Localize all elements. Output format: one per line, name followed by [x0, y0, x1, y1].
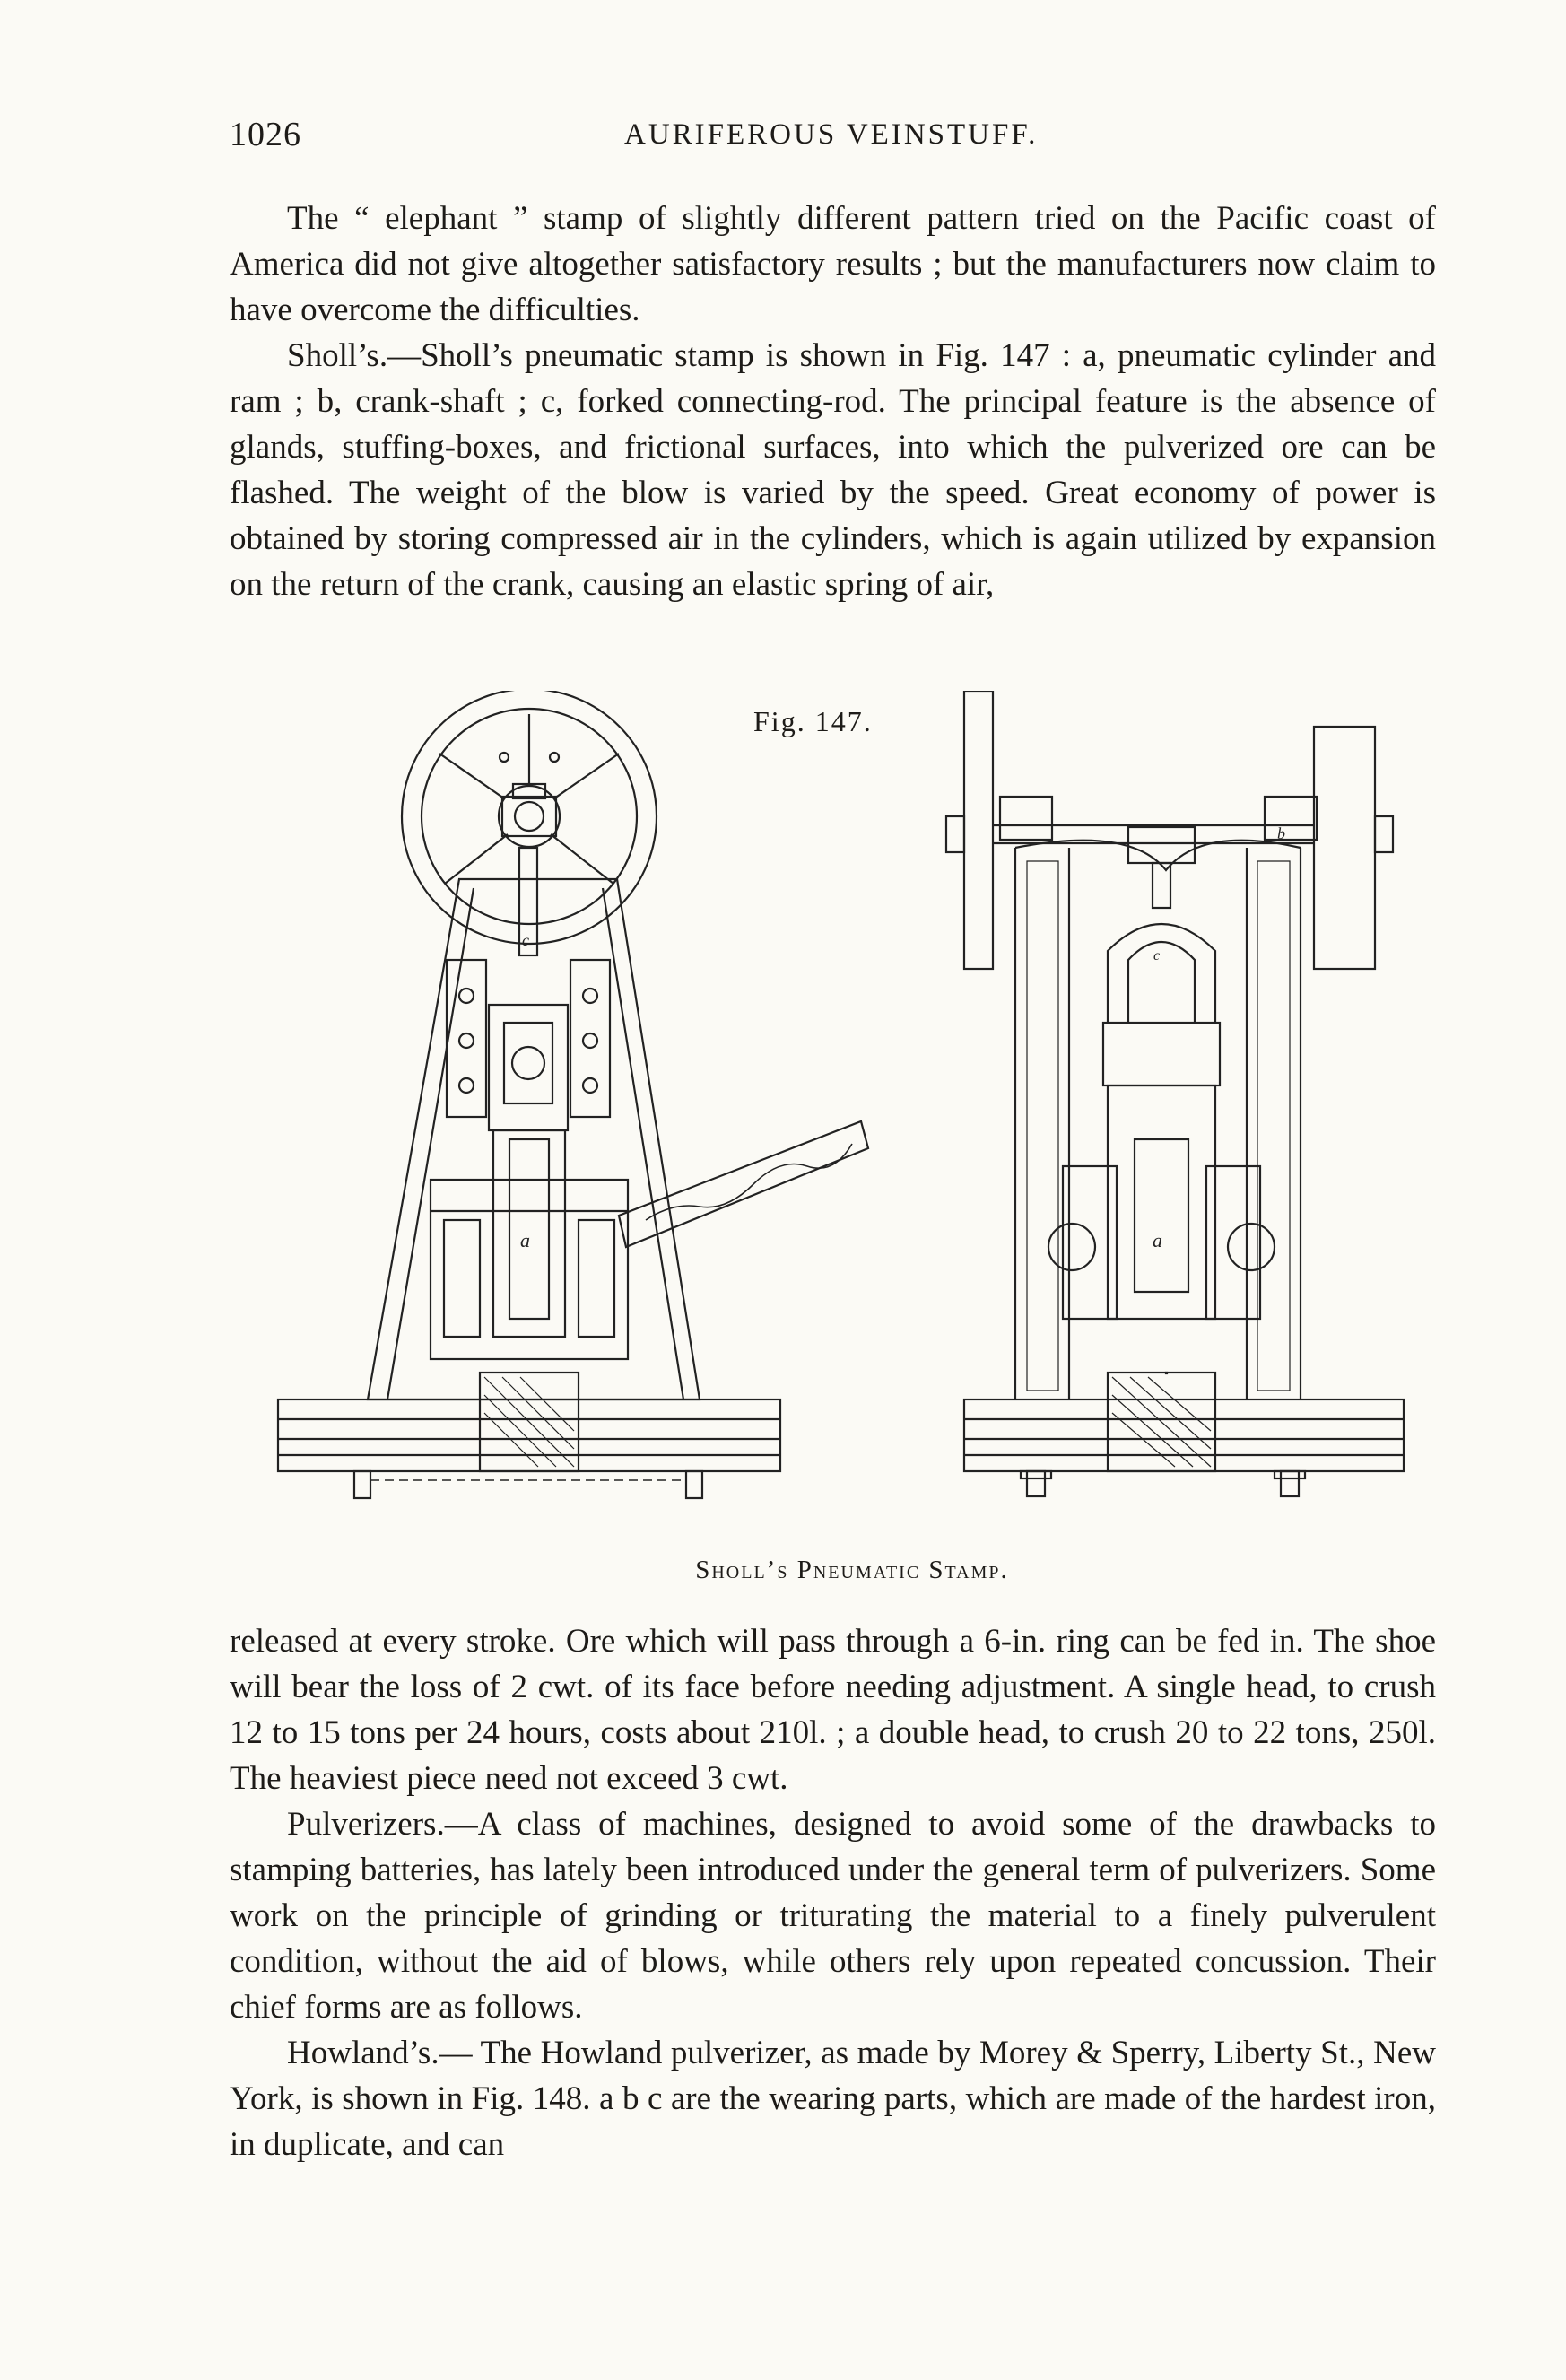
paragraph: released at every stroke. Ore which will pass through a 6-in. ring can be fed in. The shoe will bear the loss of 2 cwt. of its face before needing adjustment. A single head, to crush 12 to 15 tons per 24 hours, costs about 210l. ; a double head, to crush 20 to 22 tons, 250l. The heaviest piece need not exceed 3 cwt. — [230, 1623, 1436, 1797]
figure-147 — [269, 691, 1435, 1584]
paragraph: Howland’s.— The Howland pulverizer, as made by Morey & Sperry, Liberty St., New York, is shown in Fig. 148. a b c are the wearing parts, which are made of the hardest iron, in duplicate, and can — [230, 2035, 1436, 2163]
paragraph: Sholl’s.—Sholl’s pneumatic stamp is shown in Fig. 147 : a, pneumatic cylinder and ram ; b, crank-shaft ; c, forked connecting-rod. The principal feature is the absence of glands, stuffing-boxes, and frictional surfaces, into which the pulverized ore can be flashed. The weight of the blow is varied by the speed. Great economy of power is obtained by storing compressed air in the cylinders, which is again utilized by expansion on the return of the crank, causing an elastic spring of air, — [230, 337, 1436, 603]
label-c-front: c — [1153, 948, 1161, 963]
label-c: c — [522, 931, 529, 949]
page-header — [230, 115, 1431, 160]
figure-caption: Sholl’s Pneumatic Stamp. — [695, 1556, 1009, 1584]
paragraph: The “ elephant ” stamp of slightly different pattern tried on the Pacific coast of America did not give altogether satisfactory results ; but the manufacturers now claim to have overcome the difficulties. — [230, 200, 1436, 328]
front-elevation — [946, 691, 1404, 1496]
paragraph: Pulverizers.—A class of machines, designed to avoid some of the drawbacks to stamping batteries, has lately been introduced under the general term of pulverizers. Some work on the principle of grinding or triturating the material to a finely pulverulent condition, without the aid of blows, while others rely upon repeated concussion. Their chief forms are as follows. — [230, 1806, 1436, 2026]
figure-label: Fig. 147. — [753, 705, 873, 737]
label-a: a — [520, 1229, 530, 1251]
running-head: AURIFEROUS VEINSTUFF. — [624, 118, 1039, 151]
text-block-bottom — [230, 1618, 1436, 2167]
text-block-top — [230, 196, 1436, 607]
label-a-front: a — [1153, 1229, 1162, 1251]
label-b: b — [1277, 824, 1285, 842]
page-number: 1026 — [230, 116, 301, 153]
side-elevation — [278, 691, 868, 1498]
stamp-illustration — [269, 691, 1435, 1552]
